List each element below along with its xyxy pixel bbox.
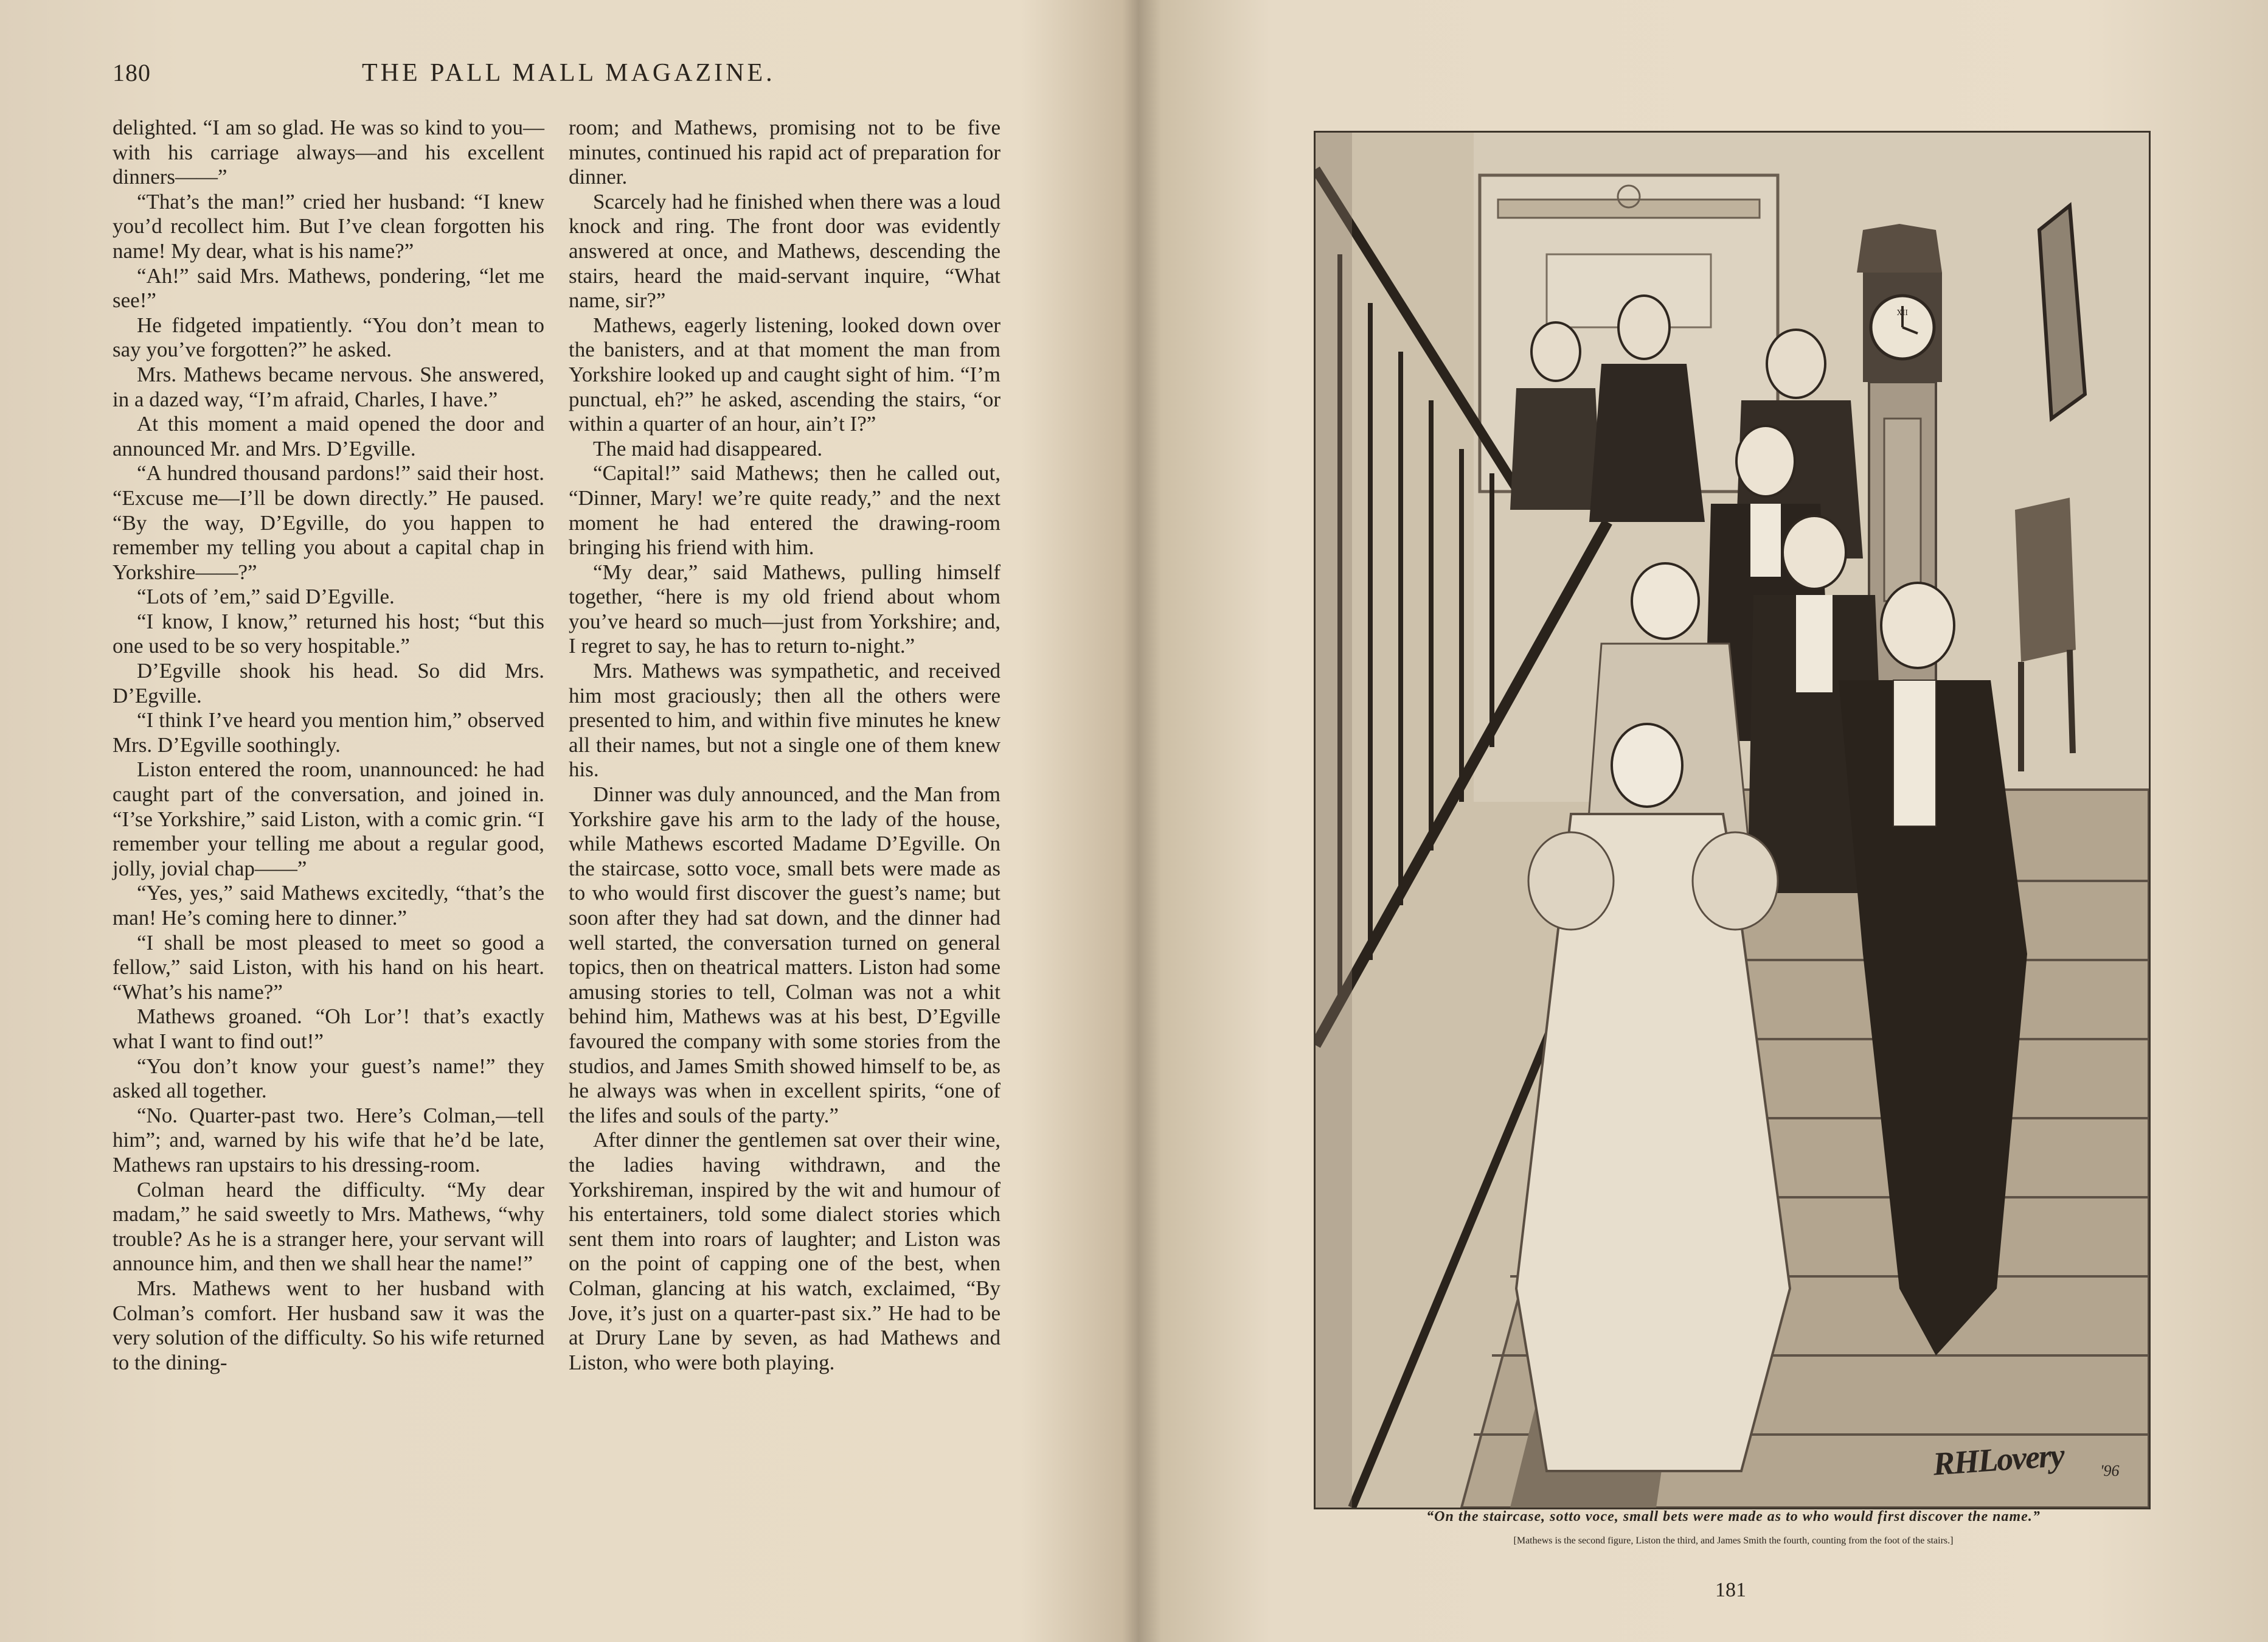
paragraph: Colman heard the difficulty. “My dear madam,” he said sweetly to Mrs. Mathews, “why trouble? As he is a stranger here, your servant will announce him, and then we shall hear the name!” — [113, 1177, 544, 1276]
paragraph: “Ah!” said Mrs. Mathews, pondering, “let me see!” — [113, 263, 544, 313]
paragraph: delighted. “I am so glad. He was so kind to you—with his carriage always—and his excellent dinners——” — [113, 116, 544, 189]
clock-numeral: XII — [1896, 308, 1909, 317]
artist-signature-year: '96 — [2100, 1462, 2120, 1480]
paragraph: “I think I’ve heard you mention him,” observed Mrs. D’Egville soothingly. — [113, 708, 544, 757]
paragraph: room; and Mathews, promising not to be five minutes, continued his rapid act of preparation for dinner. — [569, 116, 1000, 189]
text-column-right — [569, 116, 1000, 1375]
page-header — [113, 58, 1000, 95]
paragraph: “My dear,” said Mathews, pulling himself together, “here is my old friend about whom you’ve heard so much—just from Yorkshire; and, I regret to say, he has to return to-night.” — [569, 560, 1000, 658]
illustration-caption-note: [Mathews is the second figure, Liston the third, and James Smith the fourth, counting from the foot of the stairs.] — [1513, 1536, 1954, 1546]
page-number: 180 — [113, 59, 151, 86]
artist-signature: RHLovery — [1932, 1436, 2065, 1483]
paragraph: Mrs. Mathews was sympathetic, and received him most graciously; then all the others were presented to him, and within five minutes he knew all their names, but not a single one of them knew his. — [569, 659, 1000, 782]
paragraph: He fidgeted impatiently. “You don’t mean to say you’ve forgotten?” he asked. — [113, 313, 544, 362]
paragraph: Mrs. Mathews went to her husband with Colman’s comfort. Her husband saw it was the very solution of the difficulty. So his wife returned to the dining- — [113, 1276, 544, 1374]
paragraph: “I know, I know,” returned his host; “but this one used to be so very hospitable.” — [113, 609, 544, 658]
paragraph: “You don’t know your guest’s name!” they asked all together. — [113, 1054, 544, 1103]
paragraph: Mathews groaned. “Oh Lor’! that’s exactly what I want to find out!” — [113, 1004, 544, 1053]
paragraph: “Yes, yes,” said Mathews excitedly, “that’s the man! He’s coming here to dinner.” — [113, 881, 544, 930]
paragraph: “I shall be most pleased to meet so good a fellow,” said Liston, with his hand on his heart. “What’s his name?” — [113, 930, 544, 1004]
paragraph: Mrs. Mathews became nervous. She answered, in a dazed way, “I’m afraid, Charles, I have.” — [113, 362, 544, 411]
paragraph: The maid had disappeared. — [593, 436, 823, 461]
paragraph: “A hundred thousand pardons!” said their host. “Excuse me—I’ll be down directly.” He paused. “By the way, D’Egville, do you happen to remember my telling you about a capital chap in Yorkshire——?” — [113, 461, 544, 584]
paragraph: Liston entered the room, unannounced: he had caught part of the conversation, and joined in. “I’se Yorkshire,” said Liston, with a comic grin. “I remember your telling me about a regular good, jolly, jovial chap——” — [113, 757, 544, 880]
paragraph: After dinner the gentlemen sat over their wine, the ladies having withdrawn, and the Yorkshireman, inspired by the wit and humour of his entertainers, told some dialect stories which sent them into roars of laughter; and Liston was on the point of capping one of the best, when Colman, glancing at his watch, exclaimed, “By Jove, it’s just on a quarter-past six.” He had to be at Drury Lane by seven, as had Mathews and Liston, who were both playing. — [569, 1128, 1000, 1374]
paragraph: “Capital!” said Mathews; then he called out, “Dinner, Mary! we’re quite ready,” and the next moment he had entered the drawing-room bringing his friend with him. — [569, 461, 1000, 560]
paragraph: “No. Quarter-past two. Here’s Colman,—tell him”; and, warned by his wife that he’d be late, Mathews ran upstairs to his dressing-room. — [113, 1103, 544, 1177]
running-title: THE PALL MALL MAGAZINE. — [362, 59, 775, 87]
paragraph: Scarcely had he finished when there was a loud knock and ring. The front door was evidently answered at once, and Mathews, descending the stairs, heard the maid-servant inquire, “What name, sir?” — [569, 189, 1000, 313]
illustration-caption: “On the staircase, sotto voce, small bets were made as to who would first discover the name.” — [1426, 1509, 2041, 1525]
paragraph: “Lots of ’em,” said D’Egville. — [137, 585, 395, 609]
left-page — [0, 0, 1128, 1642]
paragraph: D’Egville shook his head. So did Mrs. D’Egville. — [113, 659, 544, 708]
paragraph: Mathews, eagerly listening, looked down over the banisters, and at that moment the man from Yorkshire looked up and caught sight of him. “I’m punctual, eh?” he asked, ascending the stairs, “or within a quarter of an hour, ain’t I?” — [569, 313, 1000, 436]
page-number: 181 — [1715, 1579, 1746, 1601]
paragraph: “That’s the man!” cried her husband: “I knew you’d recollect him. But I’ve clean forgotten his name! My dear, what is his name?” — [113, 189, 544, 263]
paragraph: At this moment a maid opened the door and announced Mr. and Mrs. D’Egville. — [113, 412, 544, 461]
staircase-illustration — [1314, 131, 2151, 1509]
text-column-left — [113, 116, 544, 1375]
paragraph: Dinner was duly announced, and the Man from Yorkshire gave his arm to the lady of the house, while Mathews escorted Madame D’Egville. On the staircase, sotto voce, small bets were made as to who would first discover the guest’s name; but soon after they had sat down, and the dinner had well started, the conversation turned on general topics, then on theatrical matters. Liston had some amusing stories to tell, Colman was not a whit behind him, Mathews was at his best, D’Egville favoured the company with some stories from the studios, and James Smith showed himself to be, as he always was when in excellent spirits, “one of the lifes and souls of the party.” — [569, 782, 1000, 1127]
